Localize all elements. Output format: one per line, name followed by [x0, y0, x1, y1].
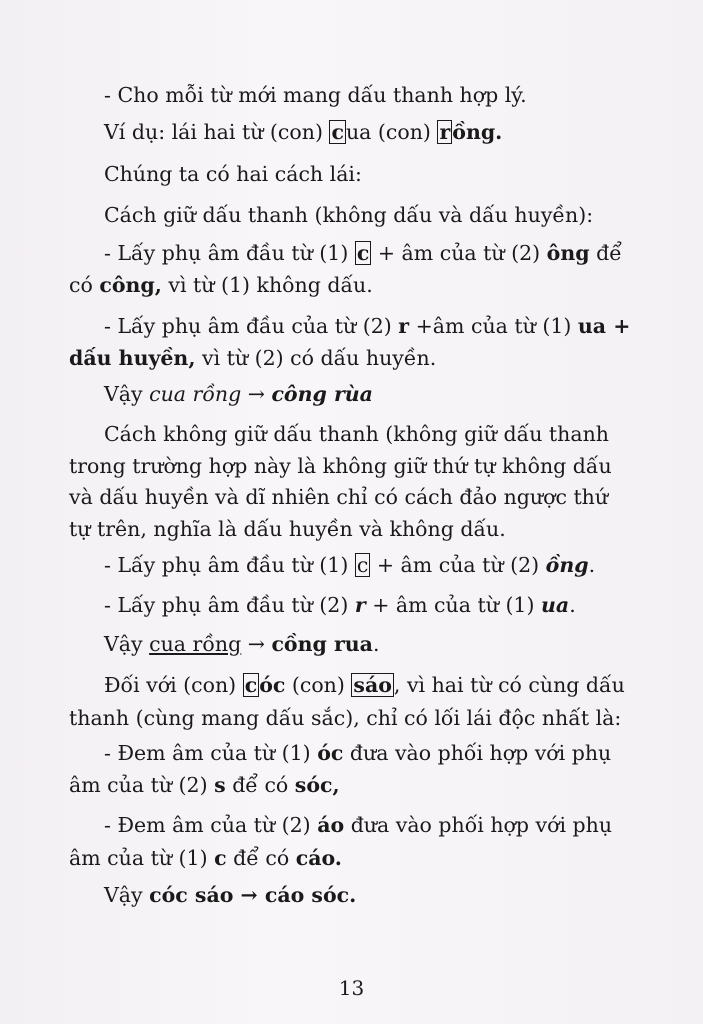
bold-text: s [214, 773, 226, 797]
boxed-letter: c [244, 673, 258, 697]
text-line [104, 202, 593, 228]
underlined-text: cua rồng [149, 632, 242, 656]
text-line [104, 552, 595, 578]
line-text: +âm của từ (1) [409, 314, 578, 338]
line-text: - Lấy phụ âm đầu của từ (2) [104, 314, 399, 338]
boxed-letter: r [439, 120, 451, 144]
bold-text: dấu huyền, [69, 346, 196, 370]
bold-text: ông [546, 241, 590, 265]
bold-text: ua + [577, 314, 631, 338]
line-text: Chúng ta có hai cách lái: [104, 162, 362, 186]
boxed-letter: áo [364, 673, 392, 697]
line-text: . [569, 593, 576, 617]
line-text: Ví dụ: lái hai từ (con) [104, 120, 330, 144]
line-text: (con) [285, 673, 352, 697]
line-text: - Đem âm của từ (1) [104, 741, 318, 765]
line-text: trong trường hợp này là không giữ thứ tự không dấu [69, 454, 612, 478]
bold-text: cáo. [295, 846, 342, 870]
line-text: Cách không giữ dấu thanh (không giữ dấu thanh [104, 422, 609, 446]
text-line [104, 119, 502, 145]
arrow-text: → [241, 382, 272, 406]
line-text: + âm của từ (2) [370, 553, 546, 577]
line-text: - Lấy phụ âm đầu từ (1) [104, 553, 355, 577]
page-number: 13 [338, 976, 365, 1000]
text-line [104, 672, 625, 698]
bold-text: sóc, [294, 773, 340, 797]
line-text: vì từ (1) không dấu. [161, 273, 373, 297]
line-text: để [589, 241, 622, 265]
bold-text: cồng rua [271, 632, 373, 656]
text-line [69, 705, 621, 731]
bold-text: r [398, 314, 410, 338]
text-line [104, 240, 622, 266]
bold-text: cóc sáo → cáo sóc. [149, 883, 357, 907]
line-text: Đối với (con) [104, 673, 243, 697]
line-text: - Cho mỗi từ mới mang dấu thanh hợp lý. [104, 83, 527, 107]
boxed-letter: c [356, 553, 369, 577]
bold-text: óc [259, 673, 286, 697]
line-text: để có [225, 773, 295, 797]
text-line [69, 345, 436, 371]
text-line [104, 740, 611, 766]
text-line [104, 313, 630, 339]
line-text: thanh (cùng mang dấu sắc), chỉ có lối lái độc nhất là: [69, 706, 622, 730]
italic-text: cua rồng [149, 382, 242, 406]
bold-text: ồng. [452, 120, 503, 144]
arrow-text: → [241, 632, 272, 656]
line-text: Vậy [104, 632, 150, 656]
text-line [69, 845, 342, 871]
text-line [69, 772, 340, 798]
line-text: âm của từ (2) [69, 773, 215, 797]
text-line [69, 272, 373, 298]
boxed-letter: s [353, 673, 365, 697]
text-line [69, 484, 608, 510]
text-line [104, 82, 527, 108]
bold-italic-text: ồng [545, 553, 589, 577]
line-text: Vậy [104, 382, 150, 406]
text-line [69, 453, 612, 479]
line-text: - Lấy phụ âm đầu từ (1) [104, 241, 355, 265]
line-text: . [372, 632, 380, 656]
line-text: . [588, 553, 596, 577]
text-line [104, 592, 576, 618]
line-text: Cách giữ dấu thanh (không dấu và dấu huyền): [104, 203, 594, 227]
line-text: Vậy [104, 883, 150, 907]
bold-text: công, [99, 273, 162, 297]
bold-italic-text: r [354, 593, 366, 617]
line-text: tự trên, nghĩa là dấu huyền và không dấu. [69, 517, 506, 541]
bold-italic-text: công rùa [271, 382, 373, 406]
line-text: + âm của từ (2) [371, 241, 547, 265]
line-text: để có [226, 846, 296, 870]
bold-text: áo [317, 813, 345, 837]
text-line [104, 381, 373, 407]
line-text: - Đem âm của từ (2) [104, 813, 318, 837]
boxed-letter: c [356, 241, 370, 265]
text-line [69, 516, 506, 542]
text-line [104, 812, 612, 838]
bold-text: c [214, 846, 227, 870]
line-text: đưa vào phối hợp với phụ [343, 741, 612, 765]
text-line [104, 631, 380, 657]
bold-text: óc [317, 741, 344, 765]
bold-italic-text: ua [541, 593, 570, 617]
boxed-letter: c [331, 120, 344, 144]
line-text: có [69, 273, 100, 297]
line-text: đưa vào phối hợp với phụ [344, 813, 613, 837]
line-text: + âm của từ (1) [365, 593, 541, 617]
text-line [104, 161, 362, 187]
text-line [104, 421, 609, 447]
line-text: , vì hai từ có cùng dấu [393, 673, 625, 697]
line-text: âm của từ (1) [69, 846, 215, 870]
line-text: và dấu huyền và dĩ nhiên chỉ có cách đảo ngược thứ [69, 485, 609, 509]
line-text: - Lấy phụ âm đầu từ (2) [104, 593, 355, 617]
line-text: vì từ (2) có dấu huyền. [195, 346, 437, 370]
line-text: ua (con) [345, 120, 438, 144]
text-line [104, 882, 356, 908]
